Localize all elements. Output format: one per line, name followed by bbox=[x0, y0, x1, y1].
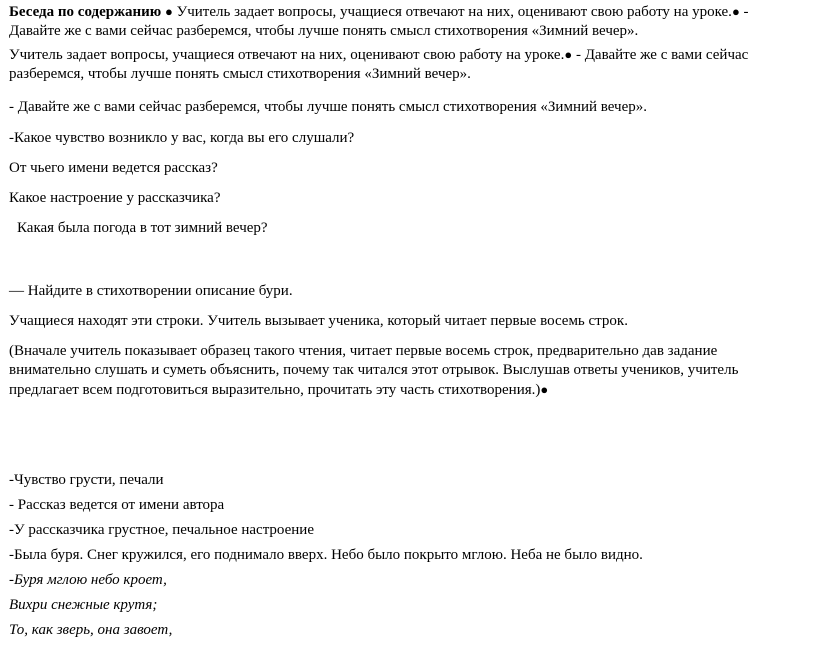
question-mood: Какое настроение у рассказчика? bbox=[9, 190, 221, 206]
poem-text-1: Буря мглою небо кроет, bbox=[14, 572, 167, 588]
paragraph-reading bbox=[9, 342, 799, 400]
poem-line-1 bbox=[9, 571, 167, 590]
bullet-icon: ● bbox=[540, 382, 549, 397]
bullet-icon: ● bbox=[731, 4, 740, 19]
bullet-icon: ● bbox=[164, 4, 173, 19]
question-narrator: От чьего имени ведется рассказ? bbox=[9, 160, 218, 176]
poem-dash: - bbox=[9, 572, 14, 588]
task-storm: — Найдите в стихотворении описание бури. bbox=[9, 283, 293, 299]
teacher-text-2: - Давайте же с вами сейчас разберемся, чтобы лучше понять смысл стихотворения «Зимний вечер». bbox=[9, 47, 749, 82]
intro-text-1: Учитель задает вопросы, учащиеся отвечают на них, оценивают свою работу на уроке. bbox=[172, 4, 732, 20]
poem-line-3: То, как зверь, она завоет, bbox=[9, 622, 173, 638]
answer-narrator: - Рассказ ведется от имени автора bbox=[9, 497, 225, 513]
section-heading: Беседа по содержанию bbox=[9, 4, 162, 20]
question-weather: Какая была погода в тот зимний вечер? bbox=[17, 220, 268, 236]
reading-instructions: (Вначале учитель показывает образец такого чтения, читает первые восемь строк, предварительно дав задание внимательно слушать и суметь объяснить, почему так читался этот отрывок. Выслушав ответы учеников, учитель предлагает всем подготовиться выразительно, прочитать эту часть стихотворения.) bbox=[9, 343, 739, 398]
question-feeling: -Какое чувство возникло у вас, когда вы его слушали? bbox=[9, 130, 355, 146]
answer-feeling: -Чувство грусти, печали bbox=[9, 472, 164, 488]
answer-weather: -Была буря. Снег кружился, его поднимало вверх. Небо было покрыто мглою. Неба не было видно. bbox=[9, 547, 643, 563]
poem-line-2: Вихри снежные крутя; bbox=[9, 597, 158, 613]
students-find-lines: Учащиеся находят эти строки. Учитель вызывает ученика, который читает первые восемь строк. bbox=[9, 313, 628, 329]
answer-mood: -У рассказчика грустное, печальное настроение bbox=[9, 522, 314, 538]
bullet-icon: ● bbox=[564, 47, 573, 62]
paragraph-teacher bbox=[9, 45, 799, 84]
intro-text-2: - Давайте же с вами сейчас разберемся, чтобы лучше понять смысл стихотворения «Зимний вечер». bbox=[9, 4, 749, 39]
teacher-text-1: Учитель задает вопросы, учащиеся отвечают на них, оценивают свою работу на уроке. bbox=[9, 47, 565, 63]
paragraph-intro bbox=[9, 2, 799, 41]
line-intro-repeat: - Давайте же с вами сейчас разберемся, чтобы лучше понять смысл стихотворения «Зимний вечер». bbox=[9, 99, 648, 115]
